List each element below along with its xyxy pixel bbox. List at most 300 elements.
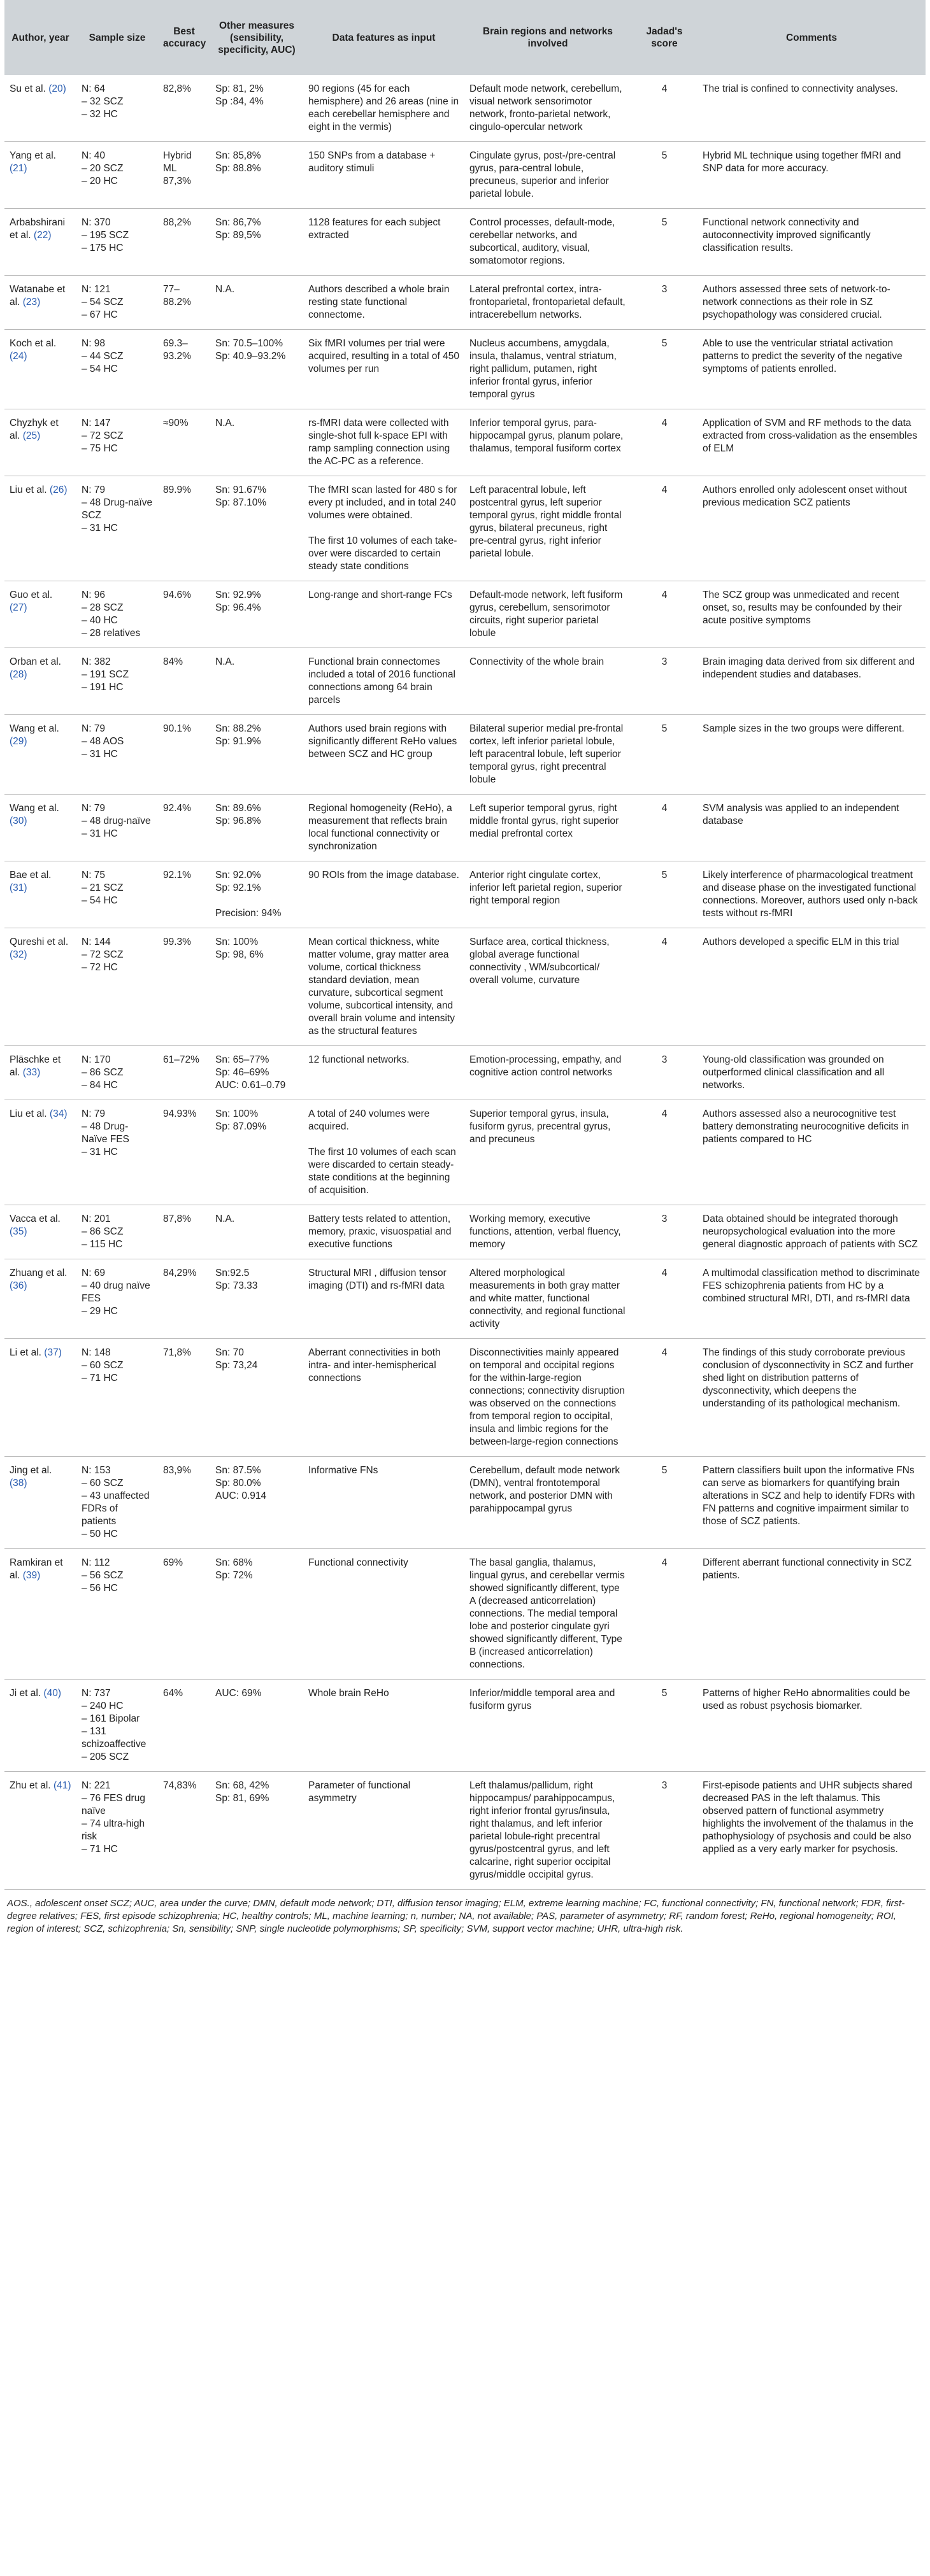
best-accuracy-value: 84%: [163, 656, 183, 667]
sample-line: N: 382: [82, 656, 111, 667]
best-accuracy-value: 90.1%: [163, 723, 191, 734]
author-cell: [4, 276, 76, 330]
sample-line: – 56 SCZ: [82, 1570, 124, 1581]
jadad-score-value: 5: [661, 1688, 668, 1699]
best-accuracy-cell: [158, 1457, 210, 1549]
sample-line: – 29 HC: [82, 1306, 118, 1317]
comments-cell: [698, 330, 926, 409]
best-accuracy-value: 94.6%: [163, 590, 191, 600]
comments-cell: [698, 276, 926, 330]
measure-line: Sp: 73.33: [215, 1280, 258, 1291]
author-cell: [4, 1457, 76, 1549]
jadad-score-cell: [631, 581, 698, 648]
jadad-score-value: 3: [661, 1214, 668, 1224]
data-features-cell: [303, 1339, 464, 1457]
comments-text: Pattern classifiers built upon the informative FNs can serve as biomarkers for quantifying brain alterations in SCZ and help to identify FDRs with FN patterns and cognitive impairment similar to those of SCZ patients.: [703, 1465, 915, 1527]
measure-line: Sn: 100%: [215, 1108, 259, 1119]
jadad-score-cell: [631, 1457, 698, 1549]
best-accuracy-cell: [158, 1100, 210, 1205]
brain-regions-text: Disconnectivities mainly appeared on temporal and occipital regions for the within-large-region connections; connectivity disruption was observed on the connections from temporal region to occipital, insula and limbic regions for the between-large-region connections: [469, 1347, 625, 1447]
jadad-score-value: 3: [661, 1780, 668, 1791]
measure-extra: Precision: 94%: [215, 908, 282, 919]
comments-cell: [698, 1772, 926, 1890]
sample-line: – 72 SCZ: [82, 949, 124, 960]
sample-size-cell: [76, 715, 158, 795]
table-row: [4, 330, 926, 409]
best-accuracy-cell: [158, 861, 210, 928]
reference-link: (27): [10, 602, 27, 613]
comments-text: Application of SVM and RF methods to the data extracted from cross-validation as the ensembles of ELM: [703, 418, 917, 454]
comments-text: Authors developed a specific ELM in this trial: [703, 937, 899, 947]
sample-line: – 175 HC: [82, 243, 124, 253]
other-measures-cell: [210, 581, 303, 648]
comments-text: Authors enrolled only adolescent onset without previous medication SCZ patients: [703, 485, 907, 508]
measure-line: Sn: 92.9%: [215, 590, 261, 600]
brain-regions-text: Superior temporal gyrus, insula, fusiform gyrus, precentral gyrus, and precuneus: [469, 1108, 611, 1145]
best-accuracy-cell: [158, 1549, 210, 1680]
header-comments: Comments: [698, 0, 926, 75]
sample-line: – 191 SCZ: [82, 669, 129, 680]
data-features-cell: [303, 795, 464, 861]
best-accuracy-cell: [158, 330, 210, 409]
comments-text: The findings of this study corroborate previous conclusion of dysconnectivity in SCZ and further shed light on distribution patterns of dysconnectivity, which deepens the understanding of its pathological mechanism.: [703, 1347, 913, 1409]
data-features-cell: [303, 581, 464, 648]
measure-line: AUC: 0.61–0.79: [215, 1080, 286, 1091]
best-accuracy-cell: [158, 1339, 210, 1457]
feature-text: Functional connectivity: [308, 1557, 408, 1568]
sample-size-cell: [76, 1339, 158, 1457]
jadad-score-value: 5: [661, 1465, 668, 1476]
comments-cell: [698, 142, 926, 209]
other-measures-cell: [210, 1339, 303, 1457]
studies-table: [4, 0, 926, 1890]
jadad-score-cell: [631, 409, 698, 476]
brain-regions-cell: [464, 795, 631, 861]
sample-size-cell: [76, 1205, 158, 1259]
measure-line: Sp: 81, 69%: [215, 1793, 269, 1804]
data-features-cell: [303, 1259, 464, 1339]
brain-regions-cell: [464, 928, 631, 1046]
best-accuracy-value: 94.93%: [163, 1108, 197, 1119]
sample-line: – 54 HC: [82, 364, 118, 374]
reference-link: (26): [49, 485, 68, 495]
best-accuracy-value: ≈90%: [163, 418, 189, 428]
measure-line: Sp: 72%: [215, 1570, 253, 1581]
comments-text: Different aberrant functional connectivity in SCZ patients.: [703, 1557, 912, 1581]
sample-line: – 86 SCZ: [82, 1067, 124, 1078]
measure-line: Sn: 68%: [215, 1557, 253, 1568]
brain-regions-text: Inferior/middle temporal area and fusiform gyrus: [469, 1688, 615, 1711]
jadad-score-cell: [631, 1259, 698, 1339]
table-row: [4, 1205, 926, 1259]
other-measures-cell: [210, 1772, 303, 1890]
measure-line: Sn: 86,7%: [215, 217, 261, 228]
other-measures-cell: [210, 75, 303, 142]
author-cell: [4, 1339, 76, 1457]
table-row: [4, 1772, 926, 1890]
reference-link: (34): [49, 1108, 68, 1119]
feature-text: Battery tests related to attention, memory, praxic, visuospatial and executive functions: [308, 1214, 452, 1250]
comments-cell: [698, 1457, 926, 1549]
brain-regions-cell: [464, 409, 631, 476]
brain-regions-text: Inferior temporal gyrus, para-hippocampal gyrus, planum polare, thalamus, temporal fusiform cortex: [469, 418, 624, 454]
author-cell: [4, 142, 76, 209]
feature-text: Six fMRI volumes per trial were acquired, resulting in a total of 450 volumes per run: [308, 338, 459, 374]
sample-line: – 50 HC: [82, 1529, 118, 1539]
sample-line: – 32 HC: [82, 109, 118, 120]
other-measures-cell: [210, 1205, 303, 1259]
reference-link: (28): [10, 669, 27, 680]
header-jadad-score: Jadad's score: [631, 0, 698, 75]
measure-line: Sp: 81, 2%: [215, 83, 264, 94]
brain-regions-text: Surface area, cortical thickness, global average functional connectivity , WM/subcortical/ overall volume, curvature: [469, 937, 610, 986]
brain-regions-cell: [464, 861, 631, 928]
other-measures-cell: [210, 1549, 303, 1680]
brain-regions-text: The basal ganglia, thalamus, lingual gyrus, and cerebellar vermis showed significantly different, type A (decreased anticorrelation) connections. The medial temporal lobe and posterior cingulate gyri showed significantly different, Type B (increased anticorrelation) connections.: [469, 1557, 625, 1670]
brain-regions-cell: [464, 1205, 631, 1259]
other-measures-cell: [210, 409, 303, 476]
feature-text: 150 SNPs from a database + auditory stimuli: [308, 150, 436, 174]
comments-cell: [698, 209, 926, 276]
measure-line: Sn: 92.0%: [215, 870, 261, 881]
measure-line: Sp: 91.9%: [215, 736, 261, 747]
measure-line: Sp: 40.9–93.2%: [215, 351, 286, 362]
feature-text: Structural MRI , diffusion tensor imaging (DTI) and rs-fMRI data: [308, 1268, 447, 1291]
table-row: [4, 1046, 926, 1100]
sample-line: N: 79: [82, 485, 106, 495]
comments-text: Hybrid ML technique using together fMRI and SNP data for more accuracy.: [703, 150, 901, 174]
sample-line: N: 147: [82, 418, 111, 428]
author-cell: [4, 928, 76, 1046]
comments-text: Authors assessed also a neurocognitive test battery demonstrating neurocognitive deficits in patients compared to HC: [703, 1108, 909, 1145]
best-accuracy-cell: [158, 928, 210, 1046]
table-row: [4, 1100, 926, 1205]
other-measures-cell: [210, 1100, 303, 1205]
comments-text: Sample sizes in the two groups were different.: [703, 723, 905, 734]
data-features-cell: [303, 476, 464, 581]
table-row: [4, 1259, 926, 1339]
jadad-score-cell: [631, 75, 698, 142]
sample-line: – 21 SCZ: [82, 882, 124, 893]
data-features-cell: [303, 1046, 464, 1100]
jadad-score-value: 5: [661, 338, 668, 349]
comments-text: A multimodal classification method to discriminate FES schizophrenia patients from HC by a combined structural MRI, DTI, and rs-fMRI data: [703, 1268, 920, 1304]
comments-cell: [698, 1680, 926, 1772]
sample-size-cell: [76, 1680, 158, 1772]
table-row: [4, 142, 926, 209]
sample-line: – 40 drug naïve FES: [82, 1280, 150, 1304]
sample-size-cell: [76, 648, 158, 715]
sample-line: – 43 unaffected FDRs of patients: [82, 1490, 150, 1527]
reference-link: (25): [22, 430, 41, 441]
author-name: Qureshi et al.: [10, 937, 69, 947]
measure-line: Sp: 46–69%: [215, 1067, 269, 1078]
sample-line: N: 148: [82, 1347, 111, 1358]
header-data-features: Data features as input: [303, 0, 464, 75]
brain-regions-cell: [464, 581, 631, 648]
jadad-score-value: 4: [661, 485, 668, 495]
comments-cell: [698, 1205, 926, 1259]
sample-line: – 76 FES drug naïve: [82, 1793, 145, 1816]
measure-line: Sn: 85,8%: [215, 150, 261, 161]
sample-line: N: 79: [82, 1108, 106, 1119]
best-accuracy-cell: [158, 276, 210, 330]
comments-cell: [698, 476, 926, 581]
table-row: [4, 1549, 926, 1680]
comments-text: The trial is confined to connectivity analyses.: [703, 83, 898, 94]
brain-regions-text: Anterior right cingulate cortex, inferior left parietal region, superior right temporal region: [469, 870, 622, 906]
best-accuracy-value: 84,29%: [163, 1268, 197, 1278]
author-name: Liu et al.: [10, 485, 47, 495]
table-row: [4, 928, 926, 1046]
header-author: Author, year: [4, 0, 76, 75]
best-accuracy-value: 74,83%: [163, 1780, 197, 1791]
data-features-cell: [303, 1457, 464, 1549]
jadad-score-cell: [631, 1339, 698, 1457]
feature-text: 90 ROIs from the image database.: [308, 870, 459, 881]
measure-line: Sn: 65–77%: [215, 1054, 269, 1065]
brain-regions-text: Left paracentral lobule, left postcentral gyrus, left superior temporal gyrus, right middle frontal gyrus, bilateral precuneus, right pre-central gyrus, right inferior parietal lobule.: [469, 485, 622, 559]
reference-link: (33): [22, 1067, 41, 1078]
best-accuracy-value: 88,2%: [163, 217, 191, 228]
feature-text: Authors used brain regions with significantly different ReHo values between SCZ and HC group: [308, 723, 457, 760]
sample-line: – 71 HC: [82, 1373, 118, 1384]
sample-line: – 48 drug-naïve: [82, 816, 151, 826]
jadad-score-cell: [631, 648, 698, 715]
best-accuracy-value: 82,8%: [163, 83, 191, 94]
author-cell: [4, 330, 76, 409]
measure-line: Sp: 92.1%: [215, 882, 261, 893]
brain-regions-text: Left thalamus/pallidum, right hippocampus/ parahippocampus, right inferior frontal gyrus/insula, right thalamus, and left inferior parietal lobule-right precentral gyrus/postcentral gyrus, and left calcarine, right superior occipital gyrus/middle occipital gyrus.: [469, 1780, 615, 1880]
brain-regions-cell: [464, 276, 631, 330]
brain-regions-text: Cerebellum, default mode network (DMN), ventral frontotemporal network, and posterior DMN with parahippocampal gyrus: [469, 1465, 620, 1514]
best-accuracy-cell: [158, 142, 210, 209]
comments-text: Data obtained should be integrated thorough neuropsychological evaluation into the more general diagnostic approach of patients with SCZ: [703, 1214, 918, 1250]
brain-regions-cell: [464, 1549, 631, 1680]
table-row: [4, 476, 926, 581]
jadad-score-value: 4: [661, 418, 668, 428]
other-measures-cell: [210, 1680, 303, 1772]
data-features-cell: [303, 715, 464, 795]
comments-cell: [698, 648, 926, 715]
measure-line: Sp: 96.4%: [215, 602, 261, 613]
reference-link: (31): [10, 882, 27, 893]
data-features-cell: [303, 142, 464, 209]
brain-regions-cell: [464, 75, 631, 142]
feature-text: 1128 features for each subject extracted: [308, 217, 441, 241]
measure-line: Sn: 87.5%: [215, 1465, 261, 1476]
brain-regions-cell: [464, 476, 631, 581]
author-cell: [4, 1259, 76, 1339]
comments-cell: [698, 581, 926, 648]
sample-size-cell: [76, 409, 158, 476]
sample-line: N: 170: [82, 1054, 111, 1065]
table-row: [4, 861, 926, 928]
other-measures-cell: [210, 476, 303, 581]
author-name: Jing et al.: [10, 1465, 52, 1476]
author-name: Ramkiran et al.: [10, 1557, 63, 1581]
header-brain-regions: Brain regions and networks involved: [464, 0, 631, 75]
other-measures-cell: [210, 142, 303, 209]
jadad-score-value: 4: [661, 1347, 668, 1358]
sample-line: N: 40: [82, 150, 106, 161]
reference-link: (21): [10, 163, 27, 174]
measure-line: Sp: 89,5%: [215, 230, 261, 241]
header-other-measures: Other measures (sensibility, specificity, AUC): [210, 0, 303, 75]
measure-line: Sn: 89.6%: [215, 803, 261, 814]
author-name: Orban et al.: [10, 656, 61, 667]
brain-regions-text: Cingulate gyrus, post-/pre-central gyrus, para-central lobule, precuneus, superior and inferior parietal lobule.: [469, 150, 616, 199]
jadad-score-cell: [631, 715, 698, 795]
comments-cell: [698, 928, 926, 1046]
other-measures-cell: [210, 795, 303, 861]
reference-link: (29): [10, 736, 27, 747]
reference-link: (35): [10, 1226, 27, 1237]
sample-line: – 48 Drug-naïve SCZ: [82, 497, 153, 521]
jadad-score-value: 3: [661, 656, 668, 667]
sample-line: – 240 HC: [82, 1701, 124, 1711]
feature-text: Authors described a whole brain resting state functional connectome.: [308, 284, 450, 320]
brain-regions-cell: [464, 1680, 631, 1772]
sample-line: – 31 HC: [82, 828, 118, 839]
jadad-score-cell: [631, 1046, 698, 1100]
reference-link: (32): [10, 949, 27, 960]
brain-regions-cell: [464, 1772, 631, 1890]
feature-text: 12 functional networks.: [308, 1054, 410, 1065]
jadad-score-cell: [631, 928, 698, 1046]
sample-line: N: 79: [82, 723, 106, 734]
measure-line: Sn: 88.2%: [215, 723, 261, 734]
feature-text: A total of 240 volumes were acquired.: [308, 1108, 430, 1132]
measure-line: N.A.: [215, 656, 235, 667]
table-row: [4, 75, 926, 142]
sample-size-cell: [76, 75, 158, 142]
comments-cell: [698, 1100, 926, 1205]
reference-link: (22): [33, 230, 52, 241]
data-features-cell: [303, 75, 464, 142]
brain-regions-cell: [464, 715, 631, 795]
sample-line: N: 112: [82, 1557, 110, 1568]
jadad-score-value: 5: [661, 217, 668, 228]
comments-cell: [698, 795, 926, 861]
jadad-score-value: 4: [661, 590, 668, 600]
brain-regions-text: Connectivity of the whole brain: [469, 656, 604, 667]
sample-line: – 28 relatives: [82, 628, 141, 639]
table-body: [4, 75, 926, 1890]
jadad-score-value: 3: [661, 284, 668, 295]
author-name: Ji et al.: [10, 1688, 41, 1699]
best-accuracy-cell: [158, 1680, 210, 1772]
jadad-score-cell: [631, 209, 698, 276]
sample-line: – 84 HC: [82, 1080, 118, 1091]
sample-line: N: 370: [82, 217, 111, 228]
best-accuracy-cell: [158, 581, 210, 648]
sample-line: – 31 HC: [82, 523, 118, 534]
reference-link: (30): [10, 816, 27, 826]
measure-line: Sp: 98, 6%: [215, 949, 264, 960]
sample-line: – 20 SCZ: [82, 163, 124, 174]
other-measures-cell: [210, 209, 303, 276]
reference-link: (36): [10, 1280, 27, 1291]
sample-size-cell: [76, 1772, 158, 1890]
author-name: Pläschke et al.: [10, 1054, 61, 1078]
jadad-score-value: 4: [661, 1557, 668, 1568]
sample-line: – 131 schizoaffective: [82, 1726, 147, 1750]
table-row: [4, 715, 926, 795]
jadad-score-value: 5: [661, 150, 668, 161]
jadad-score-cell: [631, 276, 698, 330]
author-name: Yang et al.: [10, 150, 56, 161]
other-measures-cell: [210, 1046, 303, 1100]
brain-regions-text: Default mode network, cerebellum, visual network sensorimotor network, fronto-parietal network, cingulo-opercular network: [469, 83, 622, 132]
brain-regions-text: Working memory, executive functions, attention, verbal fluency, memory: [469, 1214, 621, 1250]
author-cell: [4, 209, 76, 276]
jadad-score-value: 5: [661, 870, 668, 881]
data-features-cell: [303, 861, 464, 928]
author-name: Su et al.: [10, 83, 46, 94]
measure-line: Sn: 70.5–100%: [215, 338, 283, 349]
jadad-score-cell: [631, 1680, 698, 1772]
best-accuracy-cell: [158, 715, 210, 795]
sample-line: – 56 HC: [82, 1583, 118, 1594]
comments-cell: [698, 1259, 926, 1339]
brain-regions-text: Altered morphological measurements in both gray matter and white matter, functional connectivity, and regional functional activity: [469, 1268, 626, 1329]
sample-line: – 195 SCZ: [82, 230, 129, 241]
best-accuracy-value: 89.9%: [163, 485, 191, 495]
author-cell: [4, 1100, 76, 1205]
sample-line: – 115 HC: [82, 1239, 123, 1250]
sample-line: – 191 HC: [82, 682, 124, 693]
brain-regions-cell: [464, 142, 631, 209]
sample-size-cell: [76, 476, 158, 581]
sample-line: – 40 HC: [82, 615, 118, 626]
reference-link: (24): [10, 351, 27, 362]
brain-regions-cell: [464, 330, 631, 409]
jadad-score-cell: [631, 861, 698, 928]
brain-regions-cell: [464, 1339, 631, 1457]
comments-cell: [698, 409, 926, 476]
author-cell: [4, 409, 76, 476]
sample-line: – 48 AOS: [82, 736, 124, 747]
jadad-score-cell: [631, 1100, 698, 1205]
sample-line: N: 201: [82, 1214, 111, 1224]
table-row: [4, 1680, 926, 1772]
other-measures-cell: [210, 861, 303, 928]
sample-size-cell: [76, 861, 158, 928]
sample-size-cell: [76, 581, 158, 648]
best-accuracy-cell: [158, 409, 210, 476]
jadad-score-cell: [631, 330, 698, 409]
author-cell: [4, 648, 76, 715]
data-features-cell: [303, 330, 464, 409]
sample-line: – 28 SCZ: [82, 602, 124, 613]
sample-line: N: 64: [82, 83, 106, 94]
measure-line: Sp: 96.8%: [215, 816, 261, 826]
feature-text: The fMRI scan lasted for 480 s for every pt included, and in total 240 volumes were obtained.: [308, 485, 457, 521]
measure-line: Sn: 100%: [215, 937, 259, 947]
brain-regions-cell: [464, 1100, 631, 1205]
best-accuracy-cell: [158, 1259, 210, 1339]
other-measures-cell: [210, 276, 303, 330]
data-features-cell: [303, 1772, 464, 1890]
data-features-cell: [303, 1680, 464, 1772]
author-name: Wang et al.: [10, 803, 59, 814]
best-accuracy-cell: [158, 476, 210, 581]
sample-line: N: 221: [82, 1780, 111, 1791]
feature-text: 90 regions (45 for each hemisphere) and 26 areas (nine in each cerebellar hemisphere and eight in the vermis): [308, 83, 459, 132]
comments-text: Young-old classification was grounded on outperformed clinical classification and all networks.: [703, 1054, 885, 1091]
sample-line: – 205 SCZ: [82, 1752, 129, 1762]
